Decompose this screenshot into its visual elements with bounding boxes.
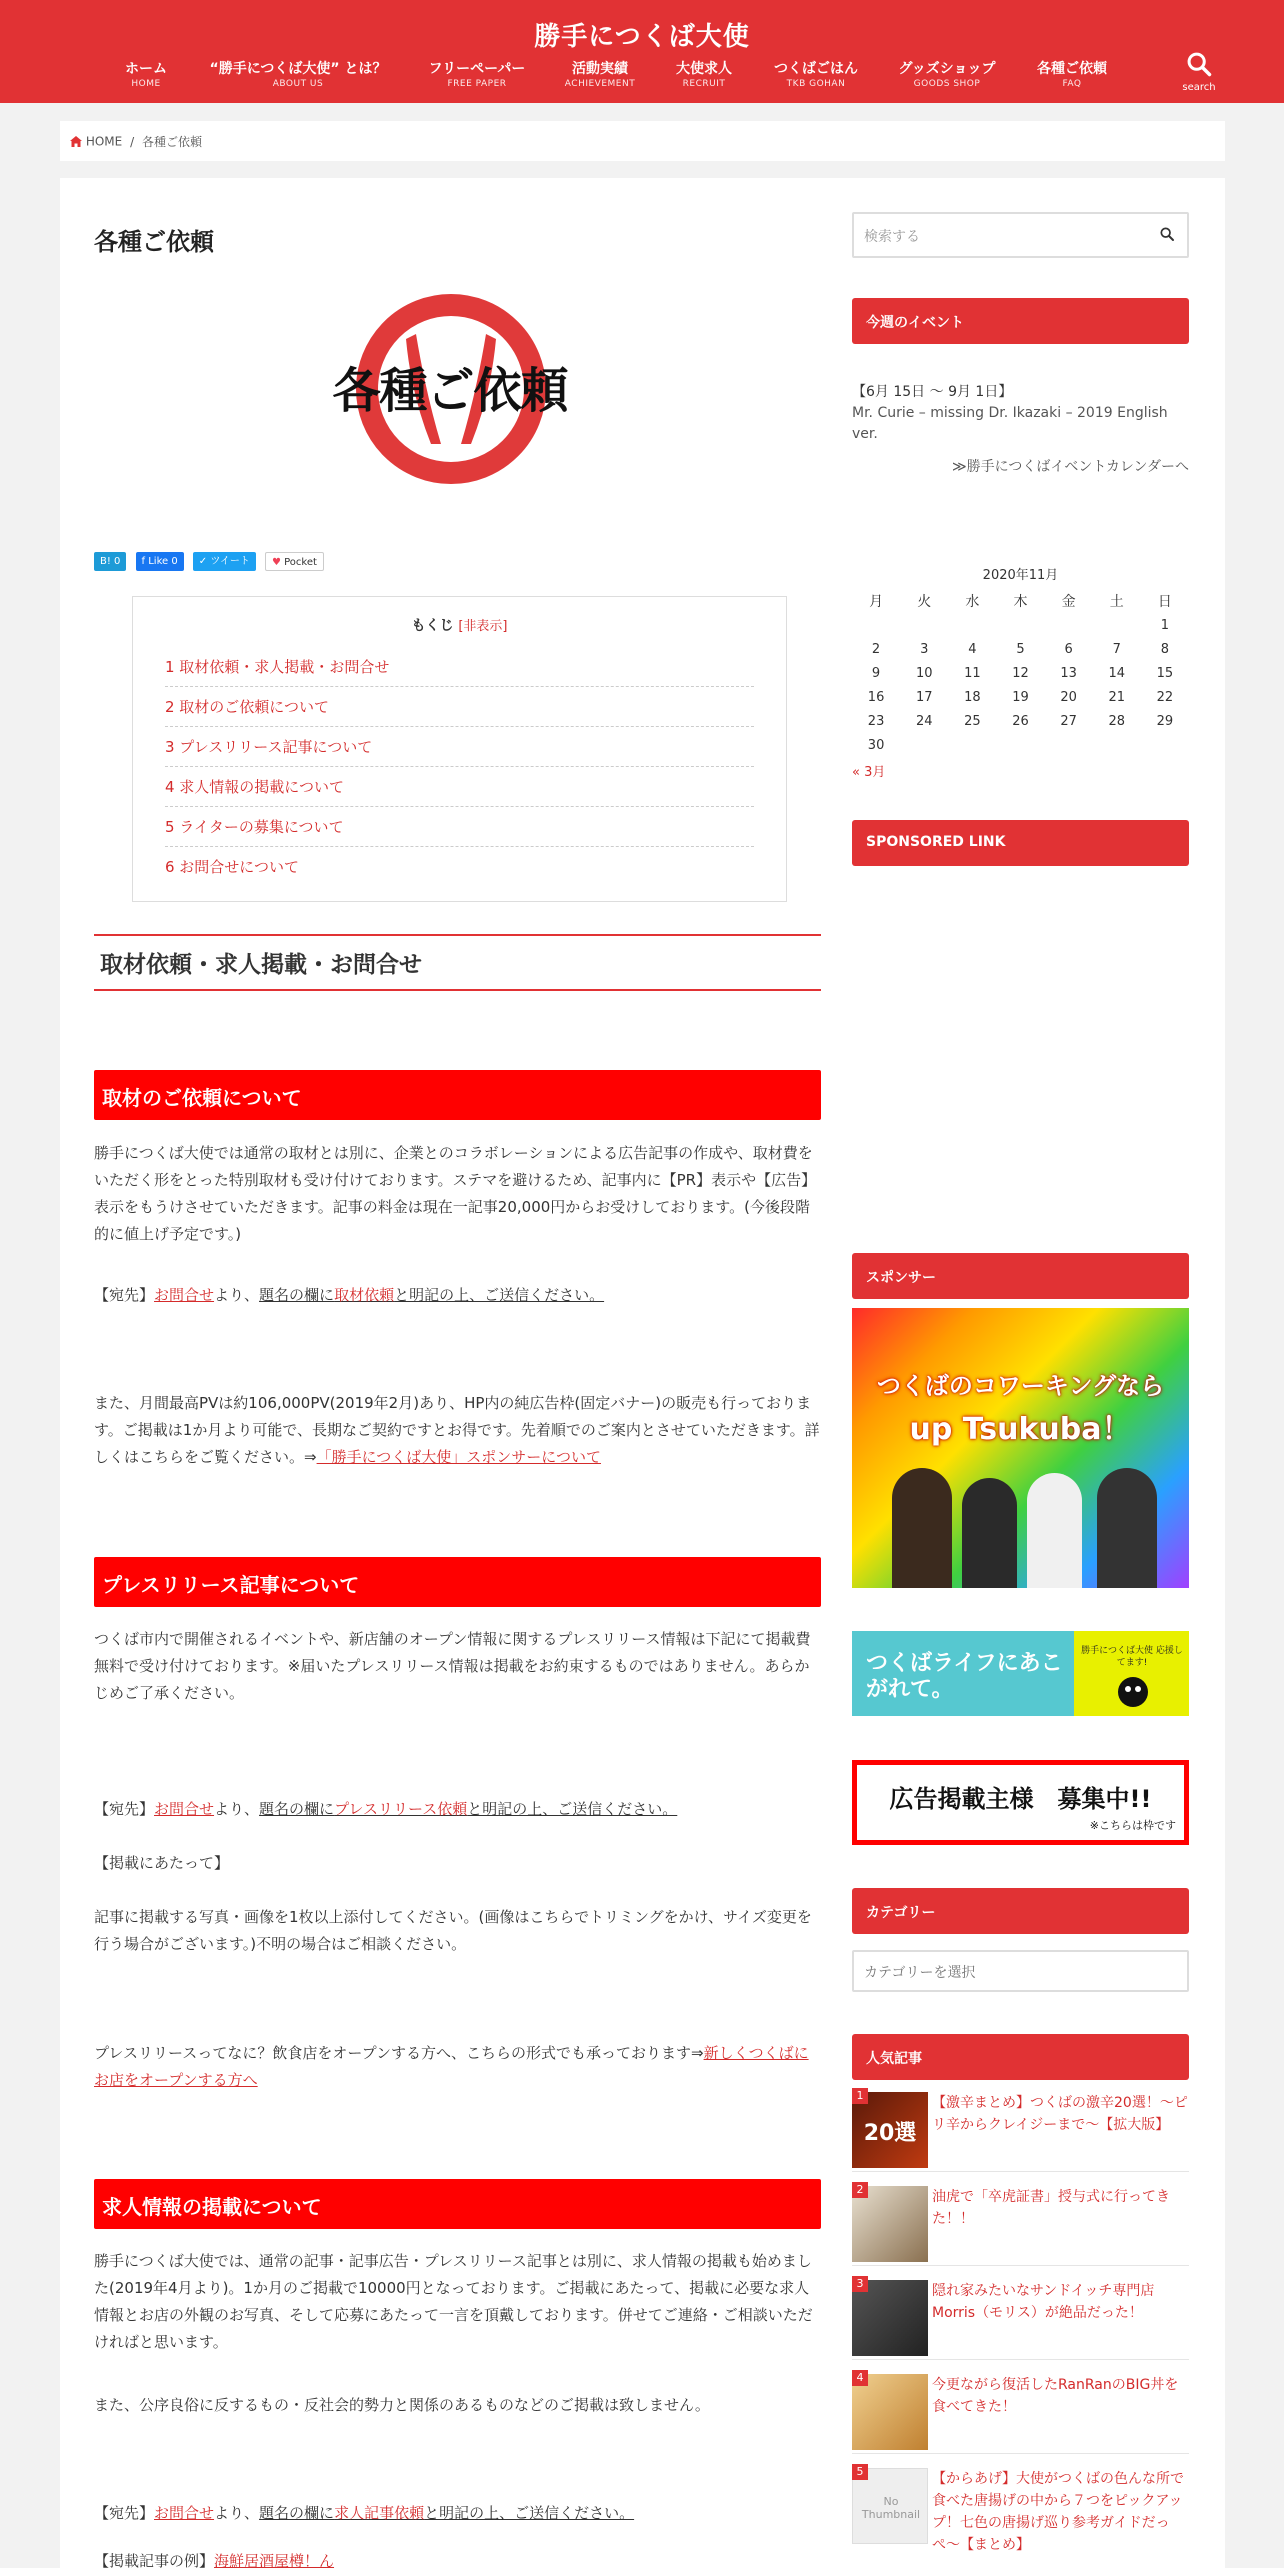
toc-item[interactable]: 1 取材依頼・求人掲載・お問合せ <box>165 647 754 687</box>
calendar-day <box>1045 613 1093 637</box>
search-icon <box>1185 50 1213 78</box>
calendar-day: 29 <box>1156 713 1174 729</box>
banner-tsukuba-life-text: つくばライフにあこがれて。 <box>866 1651 1063 1702</box>
coverage-address: 【宛先】お問合せより、題名の欄に取材依頼と明記の上、ご送信ください。 <box>94 1286 605 1304</box>
contact-link[interactable]: お問合せ <box>154 2504 215 2522</box>
section-heading-recruit: 求人情報の掲載について <box>94 2179 821 2229</box>
calendar-caption: 2020年11月 <box>982 568 1059 583</box>
new-shop-link[interactable]: 新しくつくばにお店をオープンする方へ <box>94 2044 809 2089</box>
calendar-day: 20 <box>1060 689 1077 705</box>
banner-ad-text: 広告掲載主様 募集中!! <box>889 1785 1152 1813</box>
breadcrumb-current: 各種ご依頼 <box>141 135 202 149</box>
press-note-title: 【掲載にあたって】 <box>94 1854 230 1872</box>
example-article-link[interactable]: 海鮮居酒屋樽！ん <box>214 2552 335 2568</box>
calendar-day: 14 <box>1108 665 1126 681</box>
rank-number: 3 <box>852 2276 868 2292</box>
calendar-day: 22 <box>1156 689 1174 705</box>
nav-item-goods-shop[interactable]: グッズショップ GOODS SHOP <box>898 61 996 89</box>
calendar-day: 12 <box>1012 665 1029 681</box>
calendar-weekday: 金 <box>1061 594 1076 610</box>
header-search-button[interactable] <box>1178 50 1220 93</box>
calendar-day: 27 <box>1060 713 1077 729</box>
calendar-weekday: 日 <box>1157 594 1172 610</box>
events-widget-title: 今週のイベント <box>852 298 1189 344</box>
calendar-day: 26 <box>1012 713 1029 729</box>
page-logo <box>330 294 570 494</box>
calendar-day <box>1093 733 1141 757</box>
rank-number: 1 <box>852 2088 868 2104</box>
toc-item[interactable]: 5 ライターの募集について <box>165 807 754 847</box>
calendar-day: 21 <box>1108 689 1126 705</box>
mascot-icon <box>1116 1675 1150 1709</box>
calendar-day <box>852 613 900 637</box>
rank-number: 5 <box>852 2464 868 2480</box>
sponsor-paragraph: また、月間最高PVは約106,000PV(2019年2月)あり、HP内の純広告枠(固定バナー)の販売も行っております。ご掲載は1か月より可能で、長期なご契約ですとお得です。先着順でのご案内とさせていただきます。詳しくはこちらをご覧ください。⇒「勝手につくば大使」スポンサーについて <box>94 1394 820 1466</box>
table-of-contents <box>132 596 787 902</box>
recruit-example: 【掲載記事の例】海鮮居酒屋樽！ん <box>94 2552 335 2568</box>
article-title[interactable]: 隠れ家みたいなサンドイッチ専門店Morris（モリス）が絶品だった！ <box>932 2283 1155 2321</box>
coverage-paragraph: 勝手につくば大使では通常の取材とは別に、企業とのコラボレーションによる広告記事の作成や、取材費をいただく形をとった特別取材も受け付けております。ステマを避けるため、記事内に【PR】表示や【広告】表示をもうけさせていただきます。記事の料金は現在一記事20,000円からお受けしております。(今後段階的に値上げ予定です。) <box>94 1144 817 1243</box>
calendar-table <box>852 589 1189 757</box>
calendar-day <box>1141 733 1189 757</box>
calendar-day: 24 <box>915 713 933 729</box>
contact-link[interactable]: お問合せ <box>154 1800 215 1818</box>
press-paragraph-2: プレスリリースってなに？飲食店をオープンする方へ、こちらの形式でも承っております⇒新しくつくばにお店をオープンする方へ <box>94 2044 809 2089</box>
home-icon <box>70 136 82 147</box>
tweet-button[interactable]: ✓ ツイート <box>193 552 256 571</box>
calendar-day: 19 <box>1012 689 1029 705</box>
site-title[interactable]: 勝手につくば大使 <box>534 22 750 52</box>
person-figure-icon <box>962 1478 1017 1588</box>
calendar-day: 9 <box>871 665 881 681</box>
recruit-address: 【宛先】お問合せより、題名の欄に求人記事依頼と明記の上、ご送信ください。 <box>94 2504 635 2522</box>
search-label: search <box>1182 82 1216 93</box>
person-figure-icon <box>892 1468 952 1588</box>
list-item[interactable] <box>852 2276 1189 2360</box>
calendar-day: 2 <box>871 641 881 657</box>
popular-widget-title: 人気記事 <box>852 2034 1189 2080</box>
calendar-day: 28 <box>1108 713 1126 729</box>
calendar-day: 6 <box>1064 641 1073 657</box>
nav-item-gohan[interactable]: つくばごはん TKB GOHAN <box>774 61 858 89</box>
event-date: 【6月 15日 〜 9月 1日】 <box>852 384 1013 400</box>
calendar-day <box>1093 613 1141 637</box>
person-figure-icon <box>1027 1473 1082 1588</box>
press-address: 【宛先】お問合せより、題名の欄にプレスリリース依頼と明記の上、ご送信ください。 <box>94 1800 678 1818</box>
calendar-day <box>948 613 996 637</box>
facebook-icon: f <box>141 556 149 567</box>
category-widget-title: カテゴリー <box>852 1888 1189 1934</box>
calendar-weekday: 木 <box>1013 594 1028 610</box>
article-title[interactable]: 油虎で「卒虎証書」授与式に行ってきた！！ <box>932 2189 1170 2227</box>
list-item[interactable] <box>852 2464 1189 2568</box>
facebook-like-button[interactable]: f Like 0 <box>136 552 184 571</box>
rank-number: 2 <box>852 2182 868 2198</box>
press-paragraph: つくば市内で開催されるイベントや、新店舗のオープン情報に関するプレスリリース情報は下記にて掲載費無料で受け付けております。※届いたプレスリリース情報は掲載をお約束するものではありません。あらかじめご了承ください。 <box>94 1630 811 1702</box>
calendar-day: 3 <box>920 641 929 657</box>
nav-item-home[interactable]: ホーム HOME <box>125 61 167 89</box>
pocket-button[interactable]: ♥ Pocket <box>265 552 324 571</box>
toc-title: もくじ <box>411 618 454 634</box>
toc-item[interactable]: 4 求人情報の掲載について <box>165 767 754 807</box>
calendar-day <box>996 613 1044 637</box>
sponsor-info-link[interactable]: 「勝手につくば大使」スポンサーについて <box>316 1448 601 1466</box>
calendar-day: 15 <box>1156 665 1174 681</box>
calendar-day <box>900 613 948 637</box>
calendar-day: 10 <box>915 665 933 681</box>
event-entry <box>852 382 1189 478</box>
rank-number: 4 <box>852 2370 868 2386</box>
nav-item-about[interactable]: “勝手につくば大使” とは？ ABOUT US <box>209 61 387 89</box>
contact-link[interactable]: お問合せ <box>154 1286 215 1304</box>
calendar-day: 16 <box>867 689 885 705</box>
toc-item[interactable]: 6 お問合せについて <box>165 858 300 876</box>
calendar-day: 17 <box>915 689 933 705</box>
toc-toggle-link[interactable]: [非表示] <box>458 619 508 634</box>
hatena-button[interactable]: B! 0 <box>94 552 126 571</box>
pocket-icon: ♥ <box>271 557 285 568</box>
sponsor-widget-title: スポンサー <box>852 1253 1189 1299</box>
calendar-day: 30 <box>867 737 885 753</box>
main-panel <box>60 178 1225 2568</box>
banner-tsukuba-life-sub: 勝手につくば大使 応援してます! <box>1081 1646 1183 1668</box>
calendar-day: 13 <box>1060 665 1077 681</box>
section-heading-press: プレスリリース記事について <box>94 1557 821 1607</box>
event-name[interactable]: Mr. Curie – missing Dr. Ikazaki – 2019 English ver. <box>852 405 1168 442</box>
list-item[interactable] <box>852 2370 1189 2454</box>
logo-text: 各種ご依頼 <box>332 363 568 419</box>
nav-item-recruit[interactable]: 大使求人 RECRUIT <box>676 61 732 89</box>
calendar-day <box>1045 733 1093 757</box>
calendar-weekday: 月 <box>869 594 884 610</box>
calendar-day: 1 <box>1160 617 1170 633</box>
press-note: 記事に掲載する写真・画像を1枚以上添付してください。(画像はこちらでトリミングをかけ、サイズ変更を行う場合がございます。)不明の場合はご相談ください。 <box>94 1908 812 1953</box>
share-buttons <box>94 552 328 572</box>
recruit-paragraph: 勝手につくば大使では、通常の記事・記事広告・プレスリリース記事とは別に、求人情報の掲載も始めました(2019年4月より)。1か月のご掲載で10000円となっております。ご掲載にあたって、掲載に必要な求人情報とお店の外観のお写真、そして応募にあたって一言を頂戴しております。併せてご連絡・ご相談いただければと思います。 <box>94 2252 813 2351</box>
section-heading-main: 取材依頼・求人掲載・お問合せ <box>94 934 821 991</box>
sponsored-link-title: SPONSORED LINK <box>852 820 1189 866</box>
calendar-day: 5 <box>1016 641 1025 657</box>
page-title: 各種ご依頼 <box>94 228 214 256</box>
list-item[interactable] <box>852 2088 1189 2172</box>
calendar-day: 7 <box>1112 641 1121 657</box>
sidebar-search-input[interactable]: 検索する <box>852 212 1189 258</box>
nav-item-free-paper[interactable]: フリーペーパー FREE PAPER <box>428 61 526 89</box>
nav-item-achievement[interactable]: 活動実績 ACHIEVEMENT <box>564 61 636 89</box>
section-heading-coverage: 取材のご依頼について <box>94 1070 821 1120</box>
calendar-weekday: 水 <box>965 594 980 610</box>
breadcrumb-home[interactable]: HOME <box>85 134 123 149</box>
person-figure-icon <box>1097 1468 1157 1588</box>
coworking-banner[interactable] <box>852 1308 1189 1588</box>
calendar-weekday: 火 <box>917 594 932 610</box>
calendar-prev-link[interactable]: « 3月 <box>852 765 886 780</box>
calendar-widget <box>852 564 1189 780</box>
calendar-day <box>900 733 948 757</box>
toc-item[interactable]: 2 取材のご依頼について <box>165 687 754 727</box>
list-item[interactable] <box>852 2182 1189 2266</box>
banner-coworking-line1: つくばのコワーキングなら <box>876 1372 1165 1400</box>
calendar-day: 11 <box>964 665 981 681</box>
category-select[interactable]: カテゴリーを選択 <box>852 1950 1189 1992</box>
tsukuba-life-banner[interactable] <box>852 1631 1189 1716</box>
breadcrumb-separator: / <box>130 134 135 149</box>
search-icon[interactable] <box>1159 226 1175 242</box>
calendar-day: 25 <box>964 713 981 729</box>
calendar-day: 23 <box>867 713 885 729</box>
calendar-day <box>948 733 996 757</box>
breadcrumb <box>60 121 1225 161</box>
ad-recruit-banner[interactable] <box>852 1760 1189 1845</box>
calendar-day <box>996 733 1044 757</box>
calendar-day: 8 <box>1160 641 1170 657</box>
site-header <box>0 0 1284 103</box>
calendar-weekday: 土 <box>1109 594 1124 610</box>
thumbnail-text: 20選 <box>863 2121 917 2146</box>
calendar-day: 4 <box>968 641 977 657</box>
banner-coworking-line2: up Tsukuba！ <box>909 1412 1132 1447</box>
no-thumbnail-text: No Thumbnail <box>861 2495 921 2521</box>
toc-item[interactable]: 3 プレスリリース記事について <box>165 727 754 767</box>
article-title[interactable]: 【からあげ】大使がつくばの色んな所で食べた唐揚げの中から７つをピックアップ！七色の唐揚げ巡り参考ガイドだっぺ〜【まとめ】 <box>932 2471 1184 2553</box>
calendar-day: 18 <box>964 689 981 705</box>
event-calendar-link[interactable]: ≫勝手につくばイベントカレンダーへ <box>951 459 1189 475</box>
nav-item-faq[interactable]: 各種ご依頼 FAQ <box>1037 61 1107 89</box>
banner-ad-sub: ※こちらは枠です <box>1089 1819 1176 1832</box>
recruit-paragraph-2: また、公序良俗に反するもの・反社会的勢力と関係のあるものなどのご掲載は致しません。 <box>94 2396 710 2414</box>
article-title[interactable]: 【激辛まとめ】つくばの激辛20選！〜ピリ辛からクレイジーまで〜【拡大版】 <box>932 2095 1188 2133</box>
twitter-icon: ✓ <box>198 556 211 567</box>
article-title[interactable]: 今更ながら復活したRanRanのBIG丼を食べてきた！ <box>932 2377 1179 2415</box>
